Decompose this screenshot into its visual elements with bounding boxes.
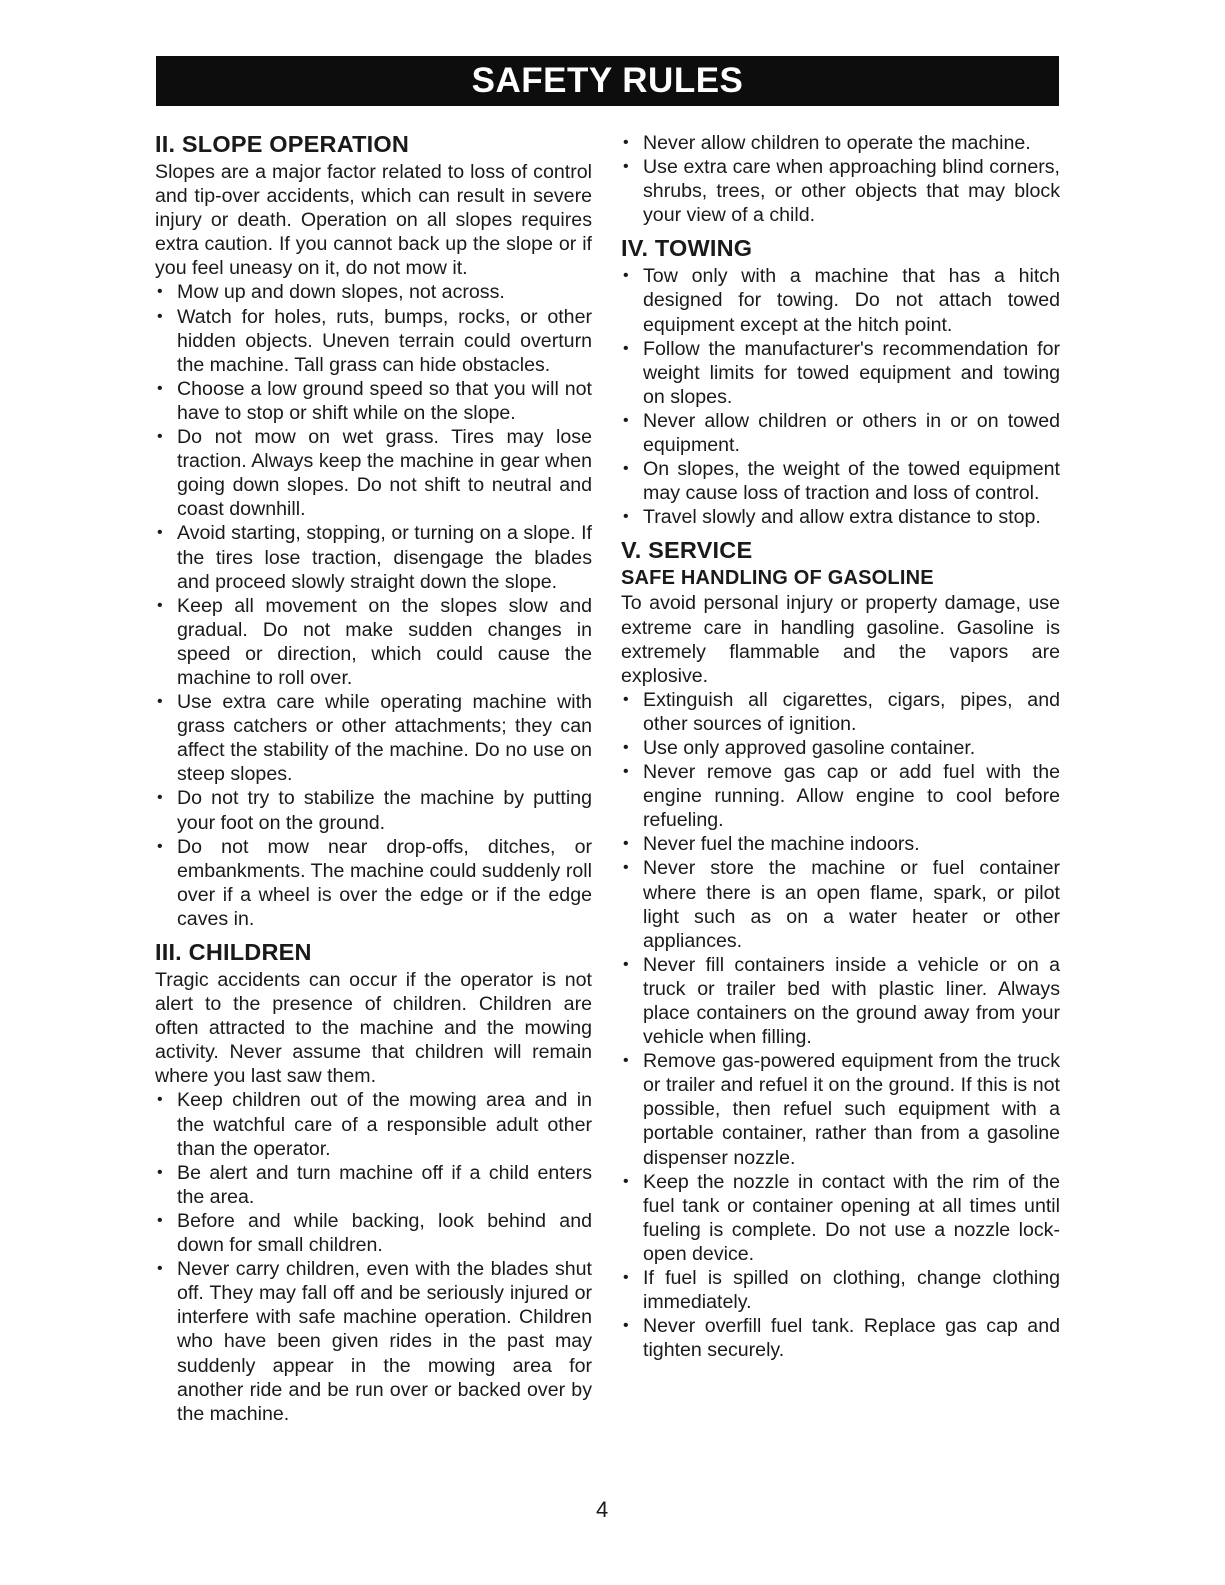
bullet-item: [155, 1088, 592, 1160]
page-number: 4: [596, 1497, 609, 1522]
bullet-item: [155, 425, 592, 521]
bullet-item: [155, 786, 592, 834]
bullet-item: [621, 131, 1060, 155]
service-section: [621, 536, 1060, 1362]
bullet-text: Choose a low ground speed so that you will not have to stop or shift while on the slope.: [177, 377, 592, 424]
bullet-text: Follow the manufacturer's recommendation for weight limits for towed equipment and towing on slopes.: [643, 337, 1060, 408]
bullet-text: Do not mow near drop-offs, ditches, or embankments. The machine could suddenly roll over if a wheel is over the edge or if the edge caves in.: [177, 835, 592, 930]
bullet-text: Remove gas-powered equipment from the truck or trailer and refuel it on the ground. If this is not possible, then refuel such equipment with a portable container, rather than from a gasoline dispenser nozzle.: [643, 1050, 1060, 1169]
bullet-text: Never store the machine or fuel container where there is an open flame, spark, or pilot light such as on a water heater or other appliances.: [643, 857, 1060, 952]
bullet-icon: •: [157, 428, 163, 446]
bullet-text: Keep the nozzle in contact with the rim of the fuel tank or container opening at all times until fueling is complete. Do not use a nozzle lock-open device.: [643, 1170, 1060, 1265]
left-column: [155, 130, 592, 1433]
bullet-icon: •: [157, 1260, 163, 1278]
bullet-icon: •: [157, 1091, 163, 1109]
bullet-item: [621, 832, 1060, 856]
bullet-text: Use extra care when approaching blind corners, shrubs, trees, or other objects that may block your view of a child.: [643, 156, 1060, 227]
bullet-text: On slopes, the weight of the towed equipment may cause loss of traction and loss of control.: [643, 458, 1060, 505]
slope-operation-section: [155, 130, 592, 931]
bullet-text: Keep children out of the mowing area and in the watchful care of a responsible adult other than the operator.: [177, 1089, 592, 1160]
bullet-text: Use only approved gasoline container.: [643, 736, 976, 759]
bullet-icon: •: [157, 524, 163, 542]
slope-operation-list: [155, 280, 592, 931]
towing-list: [621, 264, 1060, 529]
bullet-item: [155, 1257, 592, 1426]
bullet-text: Do not try to stabilize the machine by putting your foot on the ground.: [177, 787, 592, 834]
bullet-text: Never fill containers inside a vehicle or on a truck or trailer bed with plastic liner. Always place containers on the ground away from your vehicle when filling.: [643, 953, 1060, 1049]
bullet-icon: •: [157, 1163, 163, 1181]
towing-heading: IV. TOWING: [621, 235, 753, 262]
service-heading: V. SERVICE: [621, 537, 753, 564]
bullet-icon: •: [623, 339, 629, 357]
bullet-item: [155, 690, 592, 786]
bullet-item: [155, 305, 592, 377]
bullet-item: [155, 377, 592, 425]
bullet-text: Watch for holes, ruts, bumps, rocks, or other hidden objects. Uneven terrain could overturn the machine. Tall grass can hide obstacles.: [177, 305, 592, 376]
bullet-text: Avoid starting, stopping, or turning on a slope. If the tires lose traction, disengage the blades and proceed slowly straight down the slope.: [177, 522, 592, 593]
bullet-icon: •: [623, 859, 629, 877]
bullet-text: Use extra care while operating machine with grass catchers or other attachments; they can affect the stability of the machine. Do no use on steep slopes.: [177, 691, 592, 786]
bullet-text: Extinguish all cigarettes, cigars, pipes, and other sources of ignition.: [643, 688, 1060, 735]
bullet-icon: •: [623, 1269, 629, 1287]
bullet-icon: •: [157, 596, 163, 614]
bullet-icon: •: [157, 789, 163, 807]
bullet-icon: •: [623, 690, 629, 708]
bullet-item: [621, 505, 1060, 529]
bullet-text: Never allow children to operate the machine.: [643, 132, 1031, 154]
bullet-item: [621, 155, 1060, 227]
bullet-item: [621, 264, 1060, 336]
bullet-icon: •: [157, 837, 163, 855]
bullet-text: If fuel is spilled on clothing, change clothing immediately.: [643, 1267, 1060, 1314]
bullet-text: Do not mow on wet grass. Tires may lose traction. Always keep the machine in gear when going down slopes. Do not shift to neutral and coast downhill.: [177, 426, 592, 521]
bullet-text: Keep all movement on the slopes slow and gradual. Do not make sudden changes in speed or direction, which could cause the machine to roll over.: [177, 594, 592, 689]
bullet-icon: •: [157, 283, 163, 301]
bullet-item: [621, 457, 1060, 505]
bullet-item: [155, 1209, 592, 1257]
children-continued-section: [621, 131, 1060, 227]
bullet-icon: •: [623, 738, 629, 756]
bullet-text: Be alert and turn machine off if a child enters the area.: [177, 1161, 592, 1208]
bullet-item: [155, 1161, 592, 1209]
bullet-item: [621, 409, 1060, 457]
bullet-icon: •: [157, 379, 163, 397]
bullet-item: [155, 280, 592, 304]
bullet-icon: •: [623, 508, 629, 526]
page-banner: [156, 56, 1059, 106]
bullet-icon: •: [623, 134, 629, 151]
slope-operation-heading: II. SLOPE OPERATION: [155, 131, 410, 157]
slope-operation-intro: Slopes are a major factor related to loss of control and tip-over accidents, which can result in severe injury or death. Operation on all slopes requires extra caution. If you cannot back up the slope or if you feel uneasy on it, do not mow it.: [155, 161, 592, 280]
bullet-item: [621, 337, 1060, 409]
bullet-icon: •: [623, 1317, 629, 1335]
banner-title: SAFETY RULES: [471, 61, 744, 100]
bullet-item: [621, 760, 1060, 832]
bullet-text: Mow up and down slopes, not across.: [177, 281, 505, 304]
children-intro: Tragic accidents can occur if the operator is not alert to the presence of children. Children are often attracted to the machine and the mowing activity. Never assume that children will remain where you last saw them.: [155, 969, 592, 1088]
bullet-icon: •: [157, 1211, 163, 1229]
children-list: [155, 1088, 592, 1425]
bullet-item: [621, 688, 1060, 736]
children-continued-list: [621, 131, 1060, 227]
bullet-icon: •: [623, 411, 629, 429]
bullet-text: Never fuel the machine indoors.: [643, 833, 920, 856]
towing-section: [621, 234, 1060, 529]
bullet-item: [155, 835, 592, 931]
service-intro: To avoid personal injury or property damage, use extreme care in handling gasoline. Gasoline is extremely flammable and the vapors are explosive.: [621, 592, 1060, 687]
bullet-item: [621, 1314, 1060, 1362]
bullet-text: Travel slowly and allow extra distance to stop.: [643, 506, 1041, 529]
service-list: [621, 688, 1060, 1363]
bullet-item: [621, 1170, 1060, 1266]
bullet-item: [621, 953, 1060, 1049]
bullet-text: Never remove gas cap or add fuel with the engine running. Allow engine to cool before refueling.: [643, 761, 1060, 832]
bullet-icon: •: [157, 307, 163, 325]
children-section: [155, 938, 592, 1426]
children-heading: III. CHILDREN: [155, 939, 312, 965]
bullet-item: [621, 1049, 1060, 1169]
bullet-text: Never overfill fuel tank. Replace gas cap and tighten securely.: [643, 1315, 1060, 1362]
bullet-icon: •: [623, 1172, 629, 1190]
bullet-text: Never carry children, even with the blades shut off. They may fall off and be seriously injured or interfere with safe machine operation. Children who have been given rides in the past may suddenly appear in the mowing area for another ride and be run over or backed over by the machine.: [177, 1258, 592, 1425]
bullet-item: [621, 856, 1060, 952]
right-column: [621, 131, 1060, 1369]
bullet-text: Never allow children or others in or on towed equipment.: [643, 409, 1060, 457]
bullet-icon: •: [623, 158, 629, 176]
bullet-item: [621, 1266, 1060, 1314]
bullet-text: Before and while backing, look behind and down for small children.: [177, 1209, 592, 1257]
bullet-item: [155, 594, 592, 690]
gasoline-subheading: SAFE HANDLING OF GASOLINE: [621, 567, 934, 590]
bullet-icon: •: [623, 1052, 629, 1070]
bullet-icon: •: [623, 835, 629, 853]
bullet-icon: •: [623, 955, 629, 973]
bullet-icon: •: [623, 763, 629, 781]
bullet-item: [621, 736, 1060, 760]
bullet-item: [155, 521, 592, 593]
bullet-text: Tow only with a machine that has a hitch designed for towing. Do not attach towed equipment except at the hitch point.: [643, 265, 1060, 336]
bullet-icon: •: [623, 267, 629, 285]
bullet-icon: •: [157, 693, 163, 711]
bullet-icon: •: [623, 460, 629, 478]
